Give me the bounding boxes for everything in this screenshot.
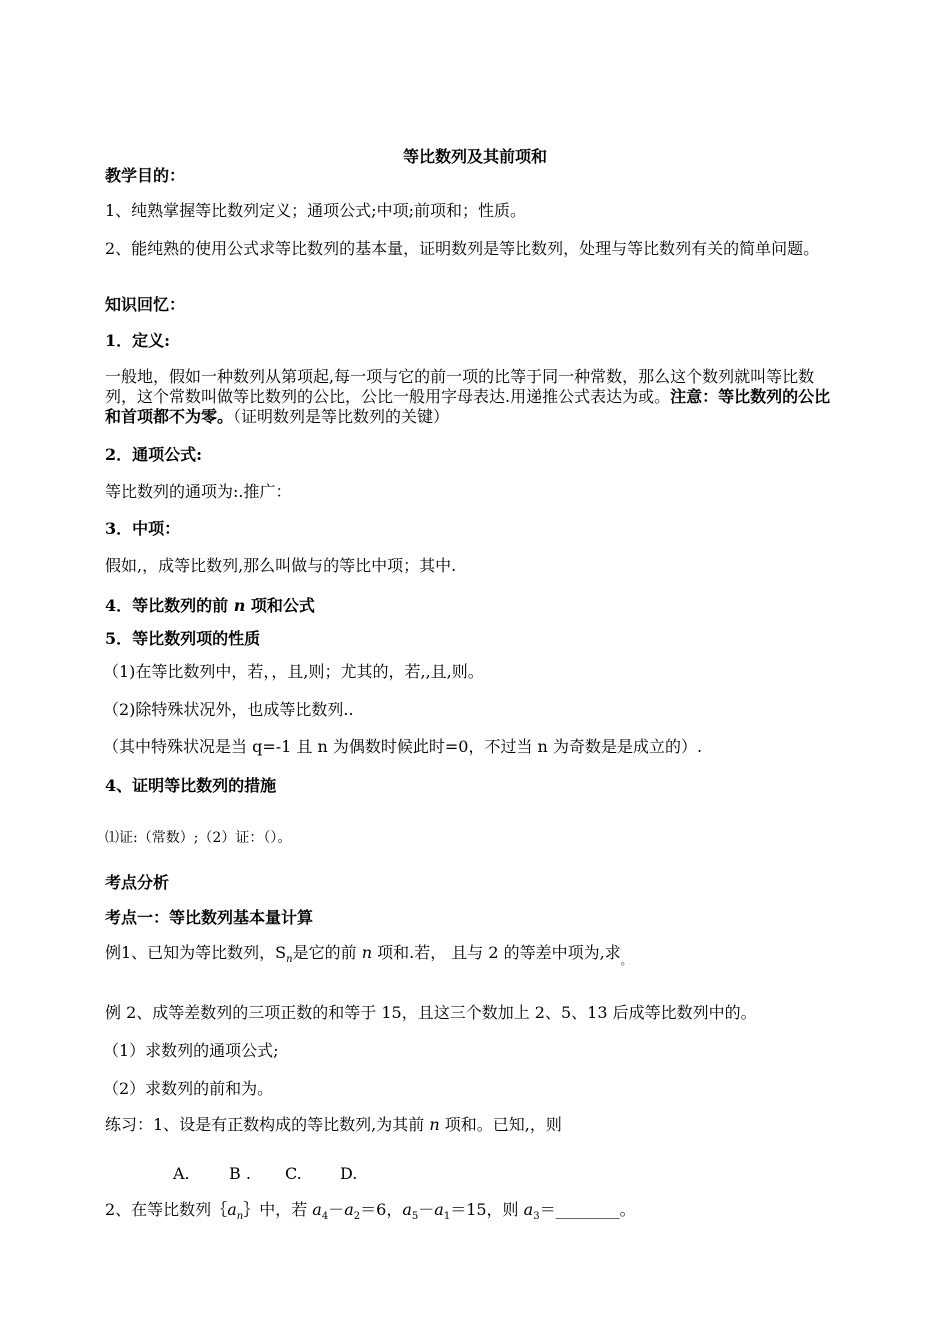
example-1-text-c: 项和.若， 且与 2 的等差中项为,求 — [372, 943, 621, 962]
middle-term-text: 假如,，成等比数列,那么叫做与的等比中项；其中. — [105, 556, 457, 575]
practice-2-a4-sub: 4 — [321, 1211, 329, 1223]
practice-2-a1: a — [434, 1200, 444, 1219]
choice-d: D. — [340, 1164, 358, 1183]
property-3: （其中特殊状况是当 q=-1 且 n 为偶数时候此时=0，不过当 n 为奇数是是成立的）. — [103, 737, 703, 756]
practice-1-text: 练习：1、设是有正数构成的等比数列,为其前 — [105, 1115, 430, 1134]
example-1 — [105, 943, 632, 971]
practice-2-a2: a — [344, 1200, 354, 1219]
definition-text — [105, 367, 840, 427]
goal-item-1: 1、纯熟掌握等比数列定义；通项公式;中项;前项和；性质。 — [105, 201, 526, 220]
practice-1-n: n — [429, 1115, 440, 1134]
goal-item-2: 2、能纯熟的使用公式求等比数列的基本量，证明数列是等比数列，处理与等比数列有关的简单问题。 — [105, 239, 820, 258]
example-1-text-b: 是它的前 — [292, 943, 362, 962]
analysis-heading: 考点分析 — [105, 873, 170, 892]
practice-2 — [105, 1200, 636, 1227]
example-1-end: 。 — [620, 954, 632, 967]
practice-2-a1-sub: 1 — [443, 1211, 451, 1223]
practice-2-a5-sub: 5 — [411, 1211, 419, 1223]
choice-b: B . — [229, 1164, 251, 1183]
review-heading: 知识回忆： — [105, 295, 186, 314]
page-title: 等比数列及其前项和 — [402, 147, 547, 166]
point1-heading: 考点一：等比数列基本量计算 — [105, 908, 314, 927]
example-2-part-2: （2）求数列的前和为。 — [103, 1079, 274, 1098]
proof-text: ⑴证:（常数）;（2）证：（）。 — [105, 830, 292, 846]
properties-heading: 5．等比数列项的性质 — [105, 629, 261, 648]
practice-2-answer-blank: ＝________。 — [539, 1200, 636, 1219]
middle-term-heading: 3．中项： — [105, 519, 181, 538]
sum-heading-tail: 项和公式 — [245, 596, 315, 615]
formula-heading: 2．通项公式: — [105, 445, 203, 464]
choice-a: A. — [173, 1164, 190, 1183]
definition-heading: 1．定义: — [105, 331, 171, 350]
sum-heading-text: 4．等比数列的前 — [105, 596, 234, 615]
example-1-n: n — [361, 943, 373, 962]
practice-2-eq-1: ＝6， — [360, 1200, 403, 1219]
practice-2-a: a — [227, 1200, 237, 1219]
example-2: 例 2、成等差数列的三项正数的和等于 15，且这三个数加上 2、5、13 后成等比数列中的。 — [105, 1003, 757, 1022]
sum-formula-heading — [105, 596, 315, 616]
practice-2-text: 2、在等比数列｛ — [105, 1200, 228, 1219]
practice-2-minus-2: － — [418, 1200, 435, 1219]
practice-1 — [105, 1115, 562, 1135]
practice-2-a3-sub: 3 — [533, 1211, 540, 1223]
property-2: （2)除特殊状况外，也成等比数列.. — [103, 700, 354, 719]
property-1: （1)在等比数列中，若，，且,则；尤其的，若,,且,则。 — [103, 662, 484, 681]
practice-2-a-sub: n — [236, 1211, 244, 1223]
sum-heading-n: n — [233, 596, 246, 615]
proof-heading: 4、证明等比数列的措施 — [105, 776, 277, 795]
practice-2-a3: a — [523, 1200, 534, 1219]
practice-2-minus-1: － — [328, 1200, 345, 1219]
practice-2-a2-sub: 2 — [353, 1211, 361, 1223]
practice-2-a5: a — [402, 1200, 412, 1219]
definition-note-tail: （证明数列是等比数列的关键） — [233, 407, 450, 426]
formula-text: 等比数列的通项为:.推广： — [105, 482, 292, 501]
example-2-part-1: （1）求数列的通项公式; — [103, 1041, 279, 1060]
practice-2-a4: a — [312, 1200, 322, 1219]
choice-c: C. — [285, 1164, 302, 1183]
practice-2-text-b: ｝中，若 — [243, 1200, 313, 1219]
example-1-sub: n — [286, 954, 293, 966]
practice-2-eq-2: ＝15，则 — [450, 1200, 524, 1219]
goal-heading: 教学目的： — [105, 166, 186, 185]
definition-body: 一般地，假如一种数列从第项起,每一项与它的前一项的比等于同一种常数，那么这个数列就叫等比数列，这个常数叫做等比数列的公比，公比一般用字母表达.用递推公式表达为或。 — [105, 367, 815, 406]
definition-note: 注意：等比数列的公比和首项都不为零。 — [105, 387, 831, 426]
practice-1-text-b: 项和。已知,，则 — [439, 1115, 562, 1134]
example-1-text: 例1、已知为等比数列，S — [105, 943, 287, 962]
